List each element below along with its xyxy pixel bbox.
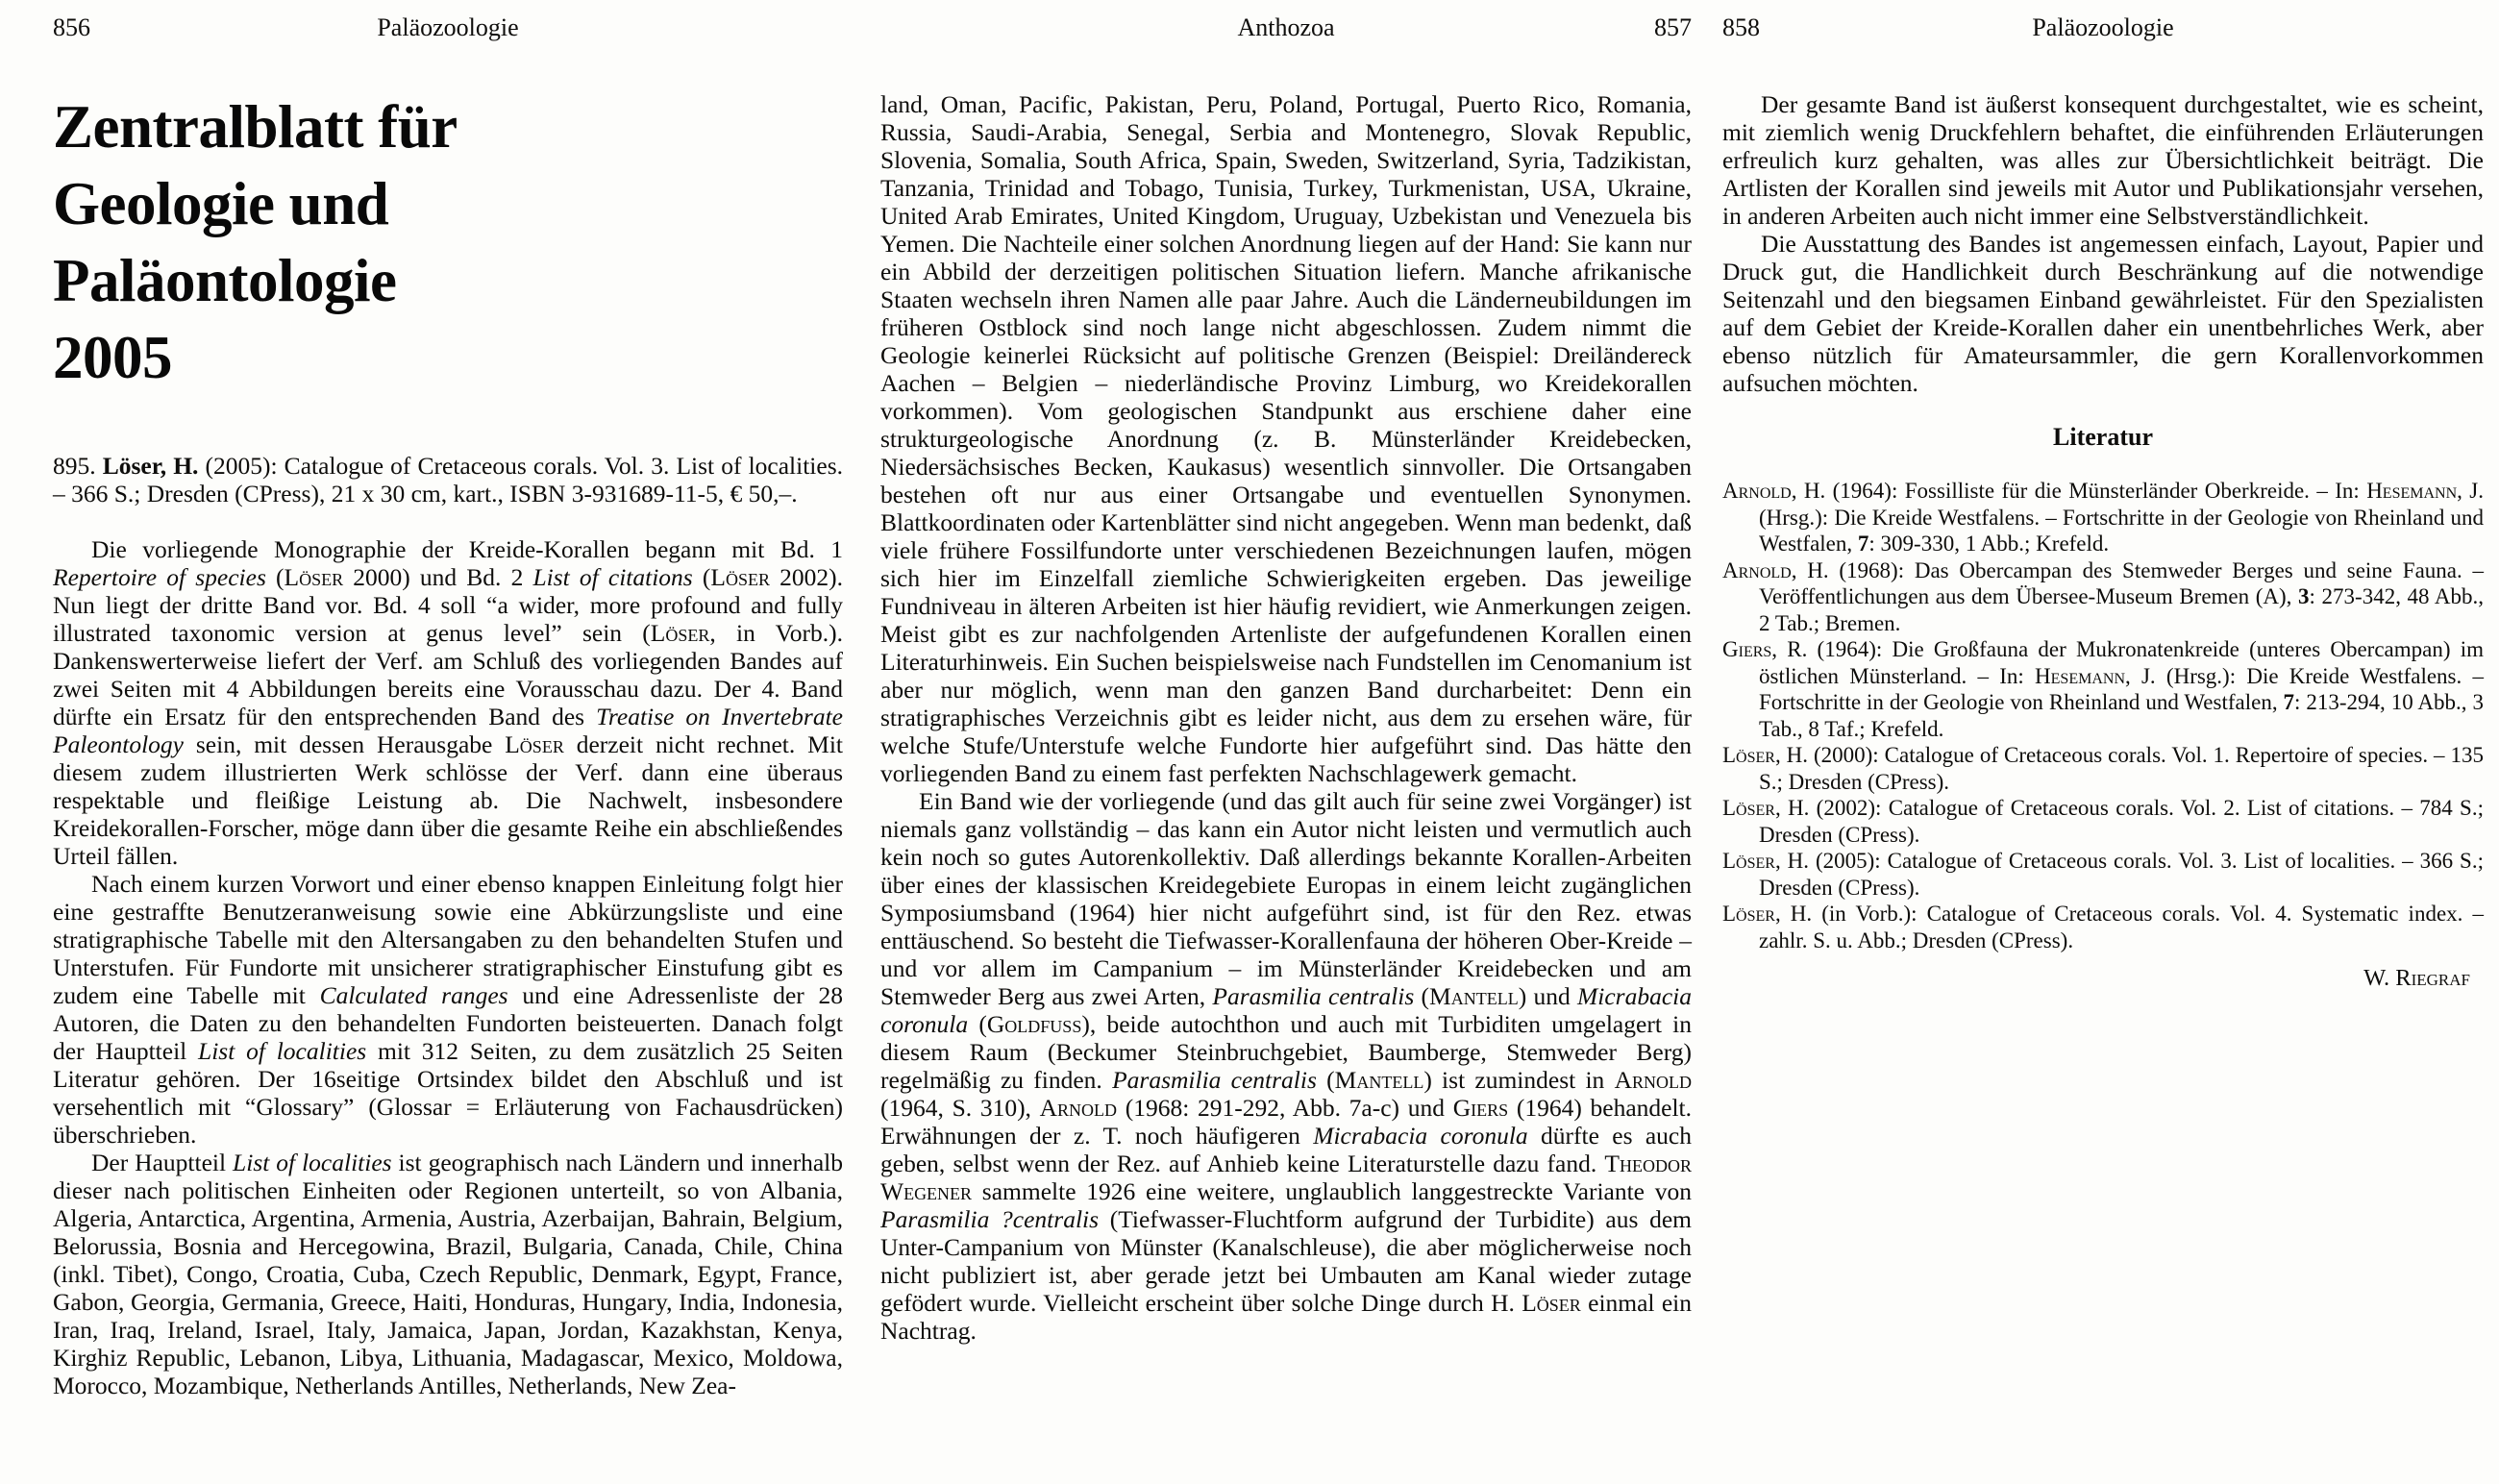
page-number: 858 bbox=[1722, 13, 1760, 41]
page-856-body bbox=[53, 535, 843, 1399]
reference-entry: Arnold, H. (1964): Fossilliste für die Münsterländer Oberkreide. – In: Hesemann, J. (Hrsg.): Die Kreide Westfalens. – Fortschritte in der Geologie von Rheinland und Westfalen, 7: 309-330, 1 Abb.; Krefeld. bbox=[1722, 479, 2484, 556]
running-head: Anthozoa bbox=[1237, 13, 1335, 41]
page-858-body bbox=[1722, 90, 2484, 397]
bibliographic-entry: 895. Löser, H. (2005): Catalogue of Cretaceous corals. Vol. 3. List of localities. – 366 S.; Dresden (CPress), 21 x 30 cm, kart., ISBN 3-931689-11-5, € 50,–. bbox=[53, 452, 844, 507]
body-paragraph: Der gesamte Band ist äußerst konsequent durchgestaltet, wie es scheint, mit ziemlich wenig Druckfehlern behaftet, die einführenden Erläuterungen erfreulich kurz gehalten, was alles zur Übersichtlichkeit beiträgt. Die Artlisten der Korallen sind jeweils mit Autor und Publikationsjahr versehen, in anderen Arbeiten auch nicht immer eine Selbstverständlichkeit. bbox=[1722, 90, 2484, 230]
journal-title-line: Paläontologie bbox=[53, 247, 397, 314]
page-858 bbox=[1722, 13, 2484, 992]
journal-title bbox=[53, 88, 843, 396]
page-858-header bbox=[1722, 13, 2484, 48]
body-paragraph: Nach einem kurzen Vorwort und einer ebenso knappen Einleitung folgt hier eine gestraffte Benutzeranweisung sowie eine Abkürzungsliste und eine stratigraphische Tabelle mit den Altersangaben zu den behandelten Stufen und Unterstufen. Für Fundorte mit unsicherer stratigraphischer Einstufung gibt es zudem eine Tabelle mit Calculated ranges und eine Adressenliste der 28 Autoren, die Daten zu den behandelten Fundorten beisteuerten. Danach folgt der Hauptteil List of localities mit 312 Seiten, zu dem zusätzlich 25 Seiten Literatur gehören. Der 16seitige Ortsindex bildet den Abschluß und ist versehentlich mit “Glossary” (Glossar = Erläuterung von Fachausdrücken) überschrieben. bbox=[53, 870, 844, 1149]
page-number: 856 bbox=[53, 13, 90, 41]
body-paragraph: Ein Band wie der vorliegende (und das gilt auch für seine zwei Vorgänger) ist niemals ganz vollständig – das kann ein Autor nicht leisten und vermutlich auch kein noch so gutes Autorenkollektiv. Daß allerdings bekannte Korallen-Arbeiten über eines der klassischen Kreidegebiete Europas in einem leicht zugänglichen Symposiumsband (1964) hier nicht aufgeführt sind, ist für den Rez. etwas enttäuschend. So besteht die Tiefwasser-Korallenfauna der höheren Ober-Kreide – und vor allem im Campanium – im Münsterländer Kreidebecken und am Stemweder Berg aus zwei Arten, Parasmilia centralis (Mantell) und Micrabacia coronula (Goldfuss), beide autochthon und auch mit Turbiditen umgelagert in diesem Raum (Beckumer Steinbruchgebiet, Baumberge, Stemweder Berg) regelmäßig zu finden. Parasmilia centralis (Mantell) ist zumindest in Arnold (1964, S. 310), Arnold (1968: 291-292, Abb. 7a-c) und Giers (1964) behandelt. Erwähnungen der z. T. noch häufigeren Micrabacia coronula dürfte es auch geben, selbst wenn der Rez. auf Anhieb keine Literaturstelle dazu fand. Theodor Wegener sammelte 1926 eine weitere, unglaublich langgestreckte Variante von Parasmilia ?centralis (Tiefwasser-Fluchtform aufgrund der Turbidite) aus dem Unter-Campanium von Münster (Kanalschleuse), die aber möglicherweise noch nicht publiziert ist, aber gerade jetzt bei Umbauten am Kanal wieder zutage gefödert wurde. Vielleicht erscheint über solche Dinge durch H. Löser einmal ein Nachtrag. bbox=[880, 787, 1693, 1345]
running-head: Paläozoologie bbox=[377, 13, 519, 41]
reference-entry: Giers, R. (1964): Die Großfauna der Mukronatenkreide (unteres Obercampan) im östlichen Münsterland. – In: Hesemann, J. (Hrsg.): Die Kreide Westfalens. – Fortschritte in der Geologie von Rheinland und Westfalen, 7: 213-294, 10 Abb., 3 Tab., 8 Taf.; Krefeld. bbox=[1722, 637, 2485, 741]
page-856-header bbox=[53, 13, 843, 48]
reference-entry: Löser, H. (in Vorb.): Catalogue of Cretaceous corals. Vol. 4. Systematic index. – zahlr. S. u. Abb.; Dresden (CPress). bbox=[1722, 902, 2484, 952]
reference-list bbox=[1722, 478, 2484, 953]
body-paragraph: Die vorliegende Monographie der Kreide-Korallen begann mit Bd. 1 Repertoire of species (Löser 2000) und Bd. 2 List of citations (Löser 2002). Nun liegt der dritte Band vor. Bd. 4 soll “a wider, more profound and fully illustrated taxonomic version at genus level” sein (Löser, in Vorb.). Dankenswerterweise liefert der Verf. am Schluß des vorliegenden Bandes auf zwei Seiten mit 4 Abbildungen bereits eine Vorausschau dazu. Der 4. Band dürfte ein Ersatz für den entsprechenden Band des Treatise on Invertebrate Paleontology sein, mit dessen Herausgabe Löser derzeit nicht rechnet. Mit diesem zudem illustrierten Werk schlösse der Verf. dann eine überaus respektable und fleißige Leistung ab. Die Nachwelt, insbesondere Kreidekorallen-Forscher, möge dann über die gesamte Reihe ein abschließendes Urteil fällen. bbox=[53, 535, 843, 870]
reference-entry: Löser, H. (2002): Catalogue of Cretaceous corals. Vol. 2. List of citations. – 784 S.; Dresden (CPress). bbox=[1722, 796, 2484, 847]
literatur-heading: Literatur bbox=[2053, 423, 2153, 451]
body-paragraph: land, Oman, Pacific, Pakistan, Peru, Poland, Portugal, Puerto Rico, Romania, Russia, Saudi-Arabia, Senegal, Serbia and Montenegro, Slovak Republic, Slovenia, Somalia, South Africa, Spain, Sweden, Switzerland, Syria, Tadzikistan, Tanzania, Trinidad and Tobago, Tunisia, Turkey, Turkmenistan, USA, Ukraine, United Arab Emirates, United Kingdom, Uruguay, Uzbekistan und Venezuela bis Yemen. Die Nachteile einer solchen Anordnung liegen auf der Hand: Sie kann nur ein Abbild der derzeitigen politischen Situation liefern. Manche afrikanische Staaten wechseln ihren Namen alle paar Jahre. Auch die Länderneubildungen im früheren Ostblock sind noch lange nicht abgeschlossen. Zudem nimmt die Geologie keinerlei Rücksicht auf politische Grenzen (Beispiel: Dreiländereck Aachen – Belgien – niederländische Provinz Limburg, wo Kreidekorallen vorkommen). Vom geologischen Standpunkt aus erschiene daher eine strukturgeologische Anordnung (z. B. Münsterländer Kreidebecken, Niedersächsisches Becken, Kaukasus) wesentlich sinnvoller. Die Ortsangaben bestehen oft nur aus einer Ortsangabe und eventuellen Synonymen. Blattkoordinaten oder Kartenblätter sind nicht angegeben. Wenn man bedenkt, daß viele frühere Fossilfundorte unter verschiedenen Bezeichnungen laufen, mögen sich hier im Einzelfall ziemliche Schwierigkeiten ergeben. Das jeweilige Fundniveau in älteren Arbeiten ist hier häufig revidiert, wie Anmerkungen zeigen. Meist gibt es zur nachfolgenden Artenliste der aufgefundenen Korallen einen Literaturhinweis. Ein Suchen beispielsweise nach Fundstellen im Cenomanium ist aber nur möglich, wenn man den ganzen Band durcharbeitet: Denn ein stratigraphisches Verzeichnis gibt es leider nicht, aus dem zu ersehen wäre, für welche Stufe/Unterstufe welche Fundorte hier aufgeführt sind. Das hätte den vorliegenden Band zu einem fast perfekten Nachschlagewerk gemacht. bbox=[880, 90, 1692, 787]
body-paragraph: Der Hauptteil List of localities ist geographisch nach Ländern und innerhalb dieser nach politischen Einheiten oder Regionen unterteilt, so von Albania, Algeria, Antarctica, Argentina, Armenia, Austria, Azerbaijan, Bahrain, Belgium, Belorussia, Bosnia and Hercegowina, Brazil, Bulgaria, Canada, Chile, China (inkl. Tibet), Congo, Croatia, Cuba, Czech Republic, Denmark, Egypt, France, Gabon, Georgia, Germania, Greece, Haiti, Honduras, Hungary, India, Indonesia, Iran, Iraq, Ireland, Israel, Italy, Jamaica, Japan, Jordan, Kazakhstan, Kenya, Kirghiz Republic, Lebanon, Libya, Lithuania, Madagascar, Mexico, Moldowa, Morocco, Mozambique, Netherlands Antilles, Netherlands, New Zea- bbox=[53, 1149, 844, 1399]
page-857-body bbox=[880, 90, 1692, 1345]
journal-title-line: Geologie und bbox=[53, 170, 389, 237]
running-head: Paläozoologie bbox=[2032, 13, 2174, 41]
journal-title-line: Zentralblatt für bbox=[53, 93, 458, 161]
page-857 bbox=[880, 13, 1692, 1345]
reference-entry: Löser, H. (2005): Catalogue of Cretaceous corals. Vol. 3. List of localities. – 366 S.; Dresden (CPress). bbox=[1722, 849, 2484, 900]
page-856 bbox=[53, 13, 843, 1399]
body-paragraph: Die Ausstattung des Bandes ist angemessen einfach, Layout, Papier und Druck gut, die Handlichkeit durch Beschränkung auf die notwendige Seitenzahl und den biegsamen Einband gewährleistet. Für den Spezialisten auf dem Gebiet der Kreide-Korallen daher ein unentbehrliches Werk, aber ebenso nützlich für Amateursammler, die gern Korallenvorkommen aufsuchen möchten. bbox=[1722, 230, 2484, 397]
reference-entry: Arnold, H. (1968): Das Obercampan des Stemweder Berges und seine Fauna. – Veröffentlichungen aus dem Übersee-Museum Bremen (A), 3: 273-342, 48 Abb., 2 Tab.; Bremen. bbox=[1722, 557, 2484, 635]
page-857-header bbox=[880, 13, 1692, 48]
page-number: 857 bbox=[1654, 13, 1692, 41]
journal-title-line: 2005 bbox=[53, 324, 172, 391]
reviewer-signature: W. Riegraf bbox=[2363, 965, 2470, 991]
reference-entry: Löser, H. (2000): Catalogue of Cretaceous corals. Vol. 1. Repertoire of species. – 135 S.; Dresden (CPress). bbox=[1722, 743, 2484, 794]
